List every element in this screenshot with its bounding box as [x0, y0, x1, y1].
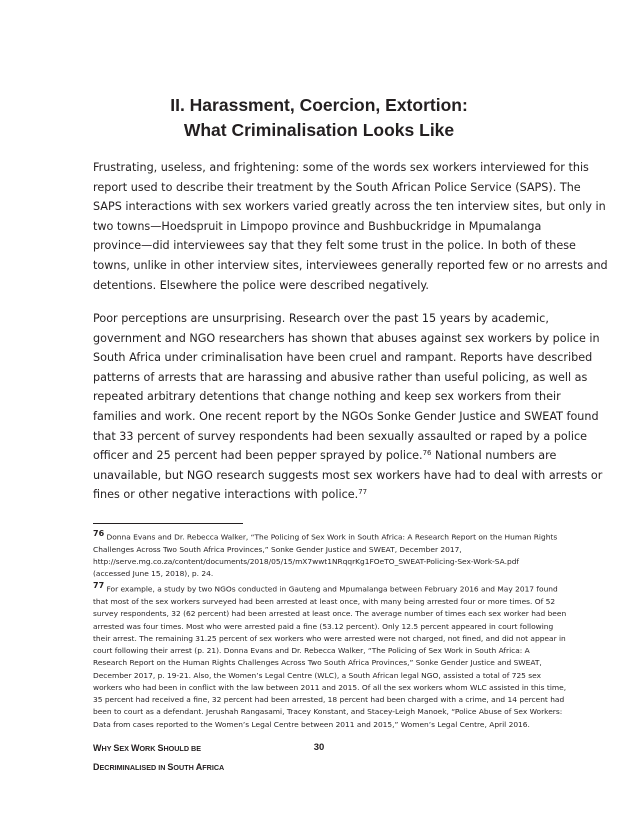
- footer-text: EX: [119, 744, 131, 753]
- paragraph-line: families and work. One recent report by the NGOs Sonke Gender Justice and SWEAT found: [93, 409, 599, 423]
- paragraph-2: [93, 309, 603, 505]
- footer-line-2: [93, 758, 224, 777]
- footer-text: A: [195, 762, 203, 772]
- footnote-divider: [93, 523, 243, 524]
- footnote-line: been to court as a defendant. Jerushah Rangasami, Tracey Konstant, and Stacey-Leigh Manoek, “Police Abuse of Sex Workers:: [93, 707, 563, 717]
- footnote-line: [93, 528, 558, 544]
- footer-text: ECRIMINALISED IN: [99, 763, 168, 772]
- paragraph-line: detentions. Elsewhere the police were described negatively.: [93, 278, 429, 292]
- paragraph-line: report used to describe their treatment by the South African Police Service (SAPS). The: [93, 180, 581, 194]
- paragraph-line: repeated arbitrary detentions that change nothing and keep sex workers from their: [93, 390, 561, 404]
- paragraph-text: fines or other negative interactions with police.: [93, 488, 359, 502]
- footer-text: S: [167, 762, 174, 772]
- paragraph-1: [93, 158, 608, 295]
- footer-text: D: [93, 762, 100, 772]
- footnote-76: [93, 528, 558, 580]
- footnote-link[interactable]: http://serve.mg.co.za/content/documents/2018/05/15/mX7wwt1NRqqrKg1FOeTO_SWEAT-Policing-Sex-Work-SA.pdf: [93, 556, 520, 566]
- paragraph-line: towns, unlike in other interview sites, interviewees generally reported few or no arrests and: [93, 258, 608, 272]
- footnote-text: Donna Evans and Dr. Rebecca Walker, “The Policing of Sex Work in South Africa: A Research Report on the Human Rights: [104, 532, 558, 542]
- paragraph-line: South Africa under criminalisation have been cruel and rampant. Reports have described: [93, 351, 593, 365]
- section-title-line-2: What Criminalisation Looks Like: [183, 120, 455, 140]
- section-title-line-1: II. Harassment, Coercion, Extortion:: [170, 95, 468, 115]
- footnote-line: [93, 580, 558, 596]
- footnote-ref-77[interactable]: 77: [358, 488, 368, 497]
- footnote-number: 77: [93, 581, 105, 591]
- footer-text: S: [157, 743, 164, 753]
- footer-text: OUTH: [173, 763, 196, 772]
- footer-text: W: [93, 743, 102, 753]
- footnote-line: 35 percent had received a fine, 32 percent had been arrested, 18 percent had been charged with a crime, and 14 percent had: [93, 695, 565, 705]
- running-footer-title: [93, 739, 224, 777]
- footer-text: W: [130, 743, 140, 753]
- footnote-77: [93, 580, 567, 730]
- footnote-line: (accessed June 15, 2018), p. 24.: [93, 569, 214, 579]
- paragraph-line: [93, 485, 553, 505]
- footnote-line: workers who had been in conflict with the law between 2011 and 2015. Of all the sex workers whom WLC assisted in this time,: [93, 682, 567, 692]
- footnote-line: December 2017, p. 19-21. Also, the Women’s Legal Centre (WLC), a South African legal NGO, assisted a total of 725 sex: [93, 670, 541, 680]
- footnote-line: their arrest. The remaining 31.25 percent of sex workers who were arrested were not charged, not fined, and did not appear in: [93, 633, 566, 643]
- paragraph-text: officer and 25 percent had been pepper sprayed by police.: [93, 449, 423, 463]
- footer-line-1: [93, 739, 224, 758]
- footnote-line: Research Report on the Human Rights Challenges Across Two South Africa Provinces,” Sonke Gender Justice and SWEAT,: [93, 658, 542, 668]
- footnote-line: arrested was four times. Most who were arrested paid a fine (53.12 percent). Only 12.5 percent appeared in court following: [93, 621, 554, 631]
- paragraph-line: unavailable, but NGO research suggests most sex workers have had to deal with arrests or: [93, 468, 603, 482]
- paragraph-line: patterns of arrests that are harassing and abusive rather than useful policing, as well as: [93, 370, 588, 384]
- paragraph-text: National numbers are: [431, 449, 557, 463]
- footer-text: FRICA: [202, 763, 225, 772]
- paragraph-line: province—did interviewees say that they felt some trust in the police. In both of these: [93, 239, 576, 253]
- paragraph-line: government and NGO researchers has shown that abuses against sex workers by police in: [93, 331, 600, 345]
- paragraph-line: Poor perceptions are unsurprising. Research over the past 15 years by academic,: [93, 312, 549, 325]
- footnotes: [93, 528, 567, 731]
- footnote-text: For example, a study by two NGOs conducted in Gauteng and Mpumalanga between February 2016 and May 2017 found: [104, 584, 558, 594]
- paragraph-line: SAPS interactions with sex workers varied greatly across the ten interview sites, but only in: [93, 200, 606, 214]
- footnote-line: survey respondents, 32 (62 percent) had been arrested at least once. The average number of times each sex worker had been: [93, 609, 567, 619]
- paragraph-line: that 33 percent of survey respondents had been sexually assaulted or raped by a police: [93, 429, 588, 443]
- footer-text: HOULD BE: [163, 744, 201, 753]
- footnote-number: 76: [93, 529, 105, 538]
- footer-text: S: [113, 743, 120, 753]
- footer-text: ORK: [139, 744, 158, 753]
- footnote-ref-76[interactable]: 76: [422, 449, 432, 458]
- paragraph-line: [93, 446, 557, 466]
- footnote-line: court following their arrest (p. 21). Donna Evans and Dr. Rebecca Walker, “The Policing of Sex Work in South Africa: A: [93, 646, 530, 656]
- footnote-line: that most of the sex workers surveyed had been arrested at least once, with many being arrested four or more times. Of 52: [93, 597, 556, 607]
- footer-text: HY: [101, 744, 114, 753]
- page-number: 30: [313, 742, 325, 753]
- footnote-line: Challenges Across Two South Africa Provinces,” Sonke Gender Justice and SWEAT, December 2017,: [93, 544, 462, 554]
- paragraph-line: Frustrating, useless, and frightening: some of the words sex workers interviewed for this: [93, 161, 589, 174]
- footnote-line: Data from cases reported to the Women’s Legal Centre between 2011 and 2015,” Women’s Legal Centre, April 2016.: [93, 719, 530, 729]
- paragraph-line: two towns—Hoedspruit in Limpopo province and Bushbuckridge in Mpumalanga: [93, 219, 542, 233]
